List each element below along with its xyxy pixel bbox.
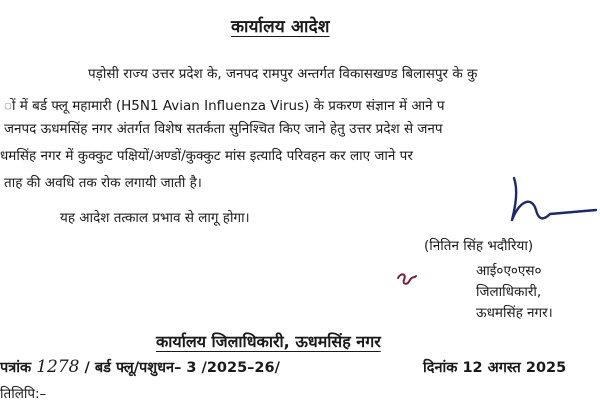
- handwritten-initial: [395, 270, 419, 292]
- reference-rest: / बर्ड फ्लू/पशुधन– 3 /2025–26/: [84, 360, 280, 376]
- document-title: कार्यालय आदेश: [231, 17, 330, 37]
- signatory-name: (नितिन सिंह भदौरिया): [424, 238, 534, 254]
- body-line-2: ों में बर्ड फ्लू महामारी (H5N1 Avian Influenza Virus) के प्रकरण संज्ञान में आने प: [4, 98, 445, 114]
- body-line-3: जनपद ऊधमसिंह नगर अंतर्गत विशेष सतर्कता सुनिश्चित किए जाने हेतु उत्तर प्रदेश से जनप: [4, 121, 443, 137]
- signatory-service: आई०ए०एस०: [476, 263, 542, 279]
- reference-number: 1278: [36, 357, 80, 377]
- handwritten-signature: [492, 170, 600, 230]
- body-line-4: धमसिंह नगर में कुक्कुट पक्षियों/अण्डों/कुक्कुट मांस इत्यादि परिवहन कर लाए जाने पर: [0, 148, 413, 164]
- body-line-1: पड़ोसी राज्य उत्तर प्रदेश के, जनपद रामपुर अन्तर्गत विकासखण्ड बिलासपुर के कु: [88, 66, 478, 82]
- order-date: दिनांक 12 अगस्त 2025: [423, 360, 567, 376]
- reference-prefix: पत्रांक: [0, 360, 32, 376]
- effect-statement: यह आदेश तत्काल प्रभाव से लागू होगा।: [60, 210, 250, 226]
- body-line-5: ताह की अवधि तक रोक लगायी जाती है।: [4, 175, 202, 191]
- copy-to-label: तिलिपि:–: [0, 386, 47, 402]
- signatory-district: ऊधमसिंह नगर।: [476, 305, 553, 321]
- reference-number-line: [0, 357, 280, 377]
- signatory-designation: जिलाधिकारी,: [476, 284, 542, 300]
- office-heading: कार्यालय जिलाधिकारी, ऊधमसिंह नगर: [156, 332, 381, 351]
